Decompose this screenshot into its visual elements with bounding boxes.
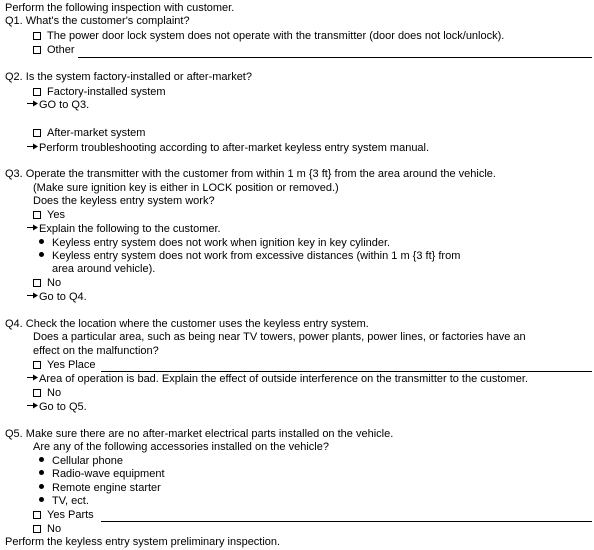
checkbox[interactable] <box>33 32 41 40</box>
q5-option-yes[interactable] <box>33 509 94 522</box>
q3-text-line1: Operate the transmitter with the customer from within 1 m {3 ft} from the area around the vehicle. <box>25 168 496 180</box>
q3-text-line3: Does the keyless entry system work? <box>33 195 215 207</box>
q2-option-factory-label: Factory-installed system <box>47 86 166 98</box>
q5-bullet-4 <box>38 495 89 508</box>
checkbox[interactable] <box>33 211 41 219</box>
checkbox[interactable] <box>33 361 41 369</box>
q2-question <box>5 71 252 84</box>
intro-text: Perform the following inspection with customer. <box>5 2 235 14</box>
q4-number: Q4. <box>5 318 23 330</box>
q4-text-line3: effect on the malfunction? <box>33 345 159 357</box>
q5-option-no-label: No <box>47 523 62 535</box>
q5-question <box>5 428 393 441</box>
q4-option-yes-label: Yes Place <box>47 359 96 371</box>
checkbox[interactable] <box>33 129 41 137</box>
q5-bullet-2 <box>38 468 165 481</box>
checkbox[interactable] <box>33 46 41 54</box>
arrow-right-icon <box>27 374 38 381</box>
q3-question <box>5 168 496 181</box>
q3-option-no-label: No <box>47 277 62 289</box>
checkbox[interactable] <box>33 525 41 533</box>
q3-bullet-1 <box>38 237 390 250</box>
q5-parts-fill-line[interactable] <box>101 521 592 522</box>
q5-bullet-1-text: Cellular phone <box>52 455 123 467</box>
q3-bullet-2-text: Keyless entry system does not work from excessive distances (within 1 m {3 ft} from <box>52 250 461 262</box>
q3-bullet-1-text: Keyless entry system does not work when ignition key in key cylinder. <box>52 237 391 249</box>
checkbox[interactable] <box>33 279 41 287</box>
q5-bullet-1 <box>38 455 123 468</box>
q4-yes-action <box>27 373 528 386</box>
q1-question <box>5 15 190 28</box>
q4-option-no[interactable] <box>33 387 61 400</box>
q5-text-line1: Make sure there are no after-market electrical parts installed on the vehicle. <box>25 428 394 440</box>
q3-text-line2: (Make sure ignition key is either in LOCK position or removed.) <box>33 182 339 194</box>
q5-bullet-2-text: Radio-wave equipment <box>52 468 165 480</box>
q2-factory-action-text: GO to Q3. <box>39 99 90 111</box>
arrow-right-icon <box>27 402 38 409</box>
q5-bullet-4-text: TV, ect. <box>52 495 89 507</box>
q2-option-factory[interactable] <box>33 86 166 99</box>
q5-option-yes-label: Yes Parts <box>47 509 94 521</box>
q3-bullet-2-continued: area around vehicle). <box>52 263 156 275</box>
bullet-icon <box>39 497 44 502</box>
q2-option-aftermarket-label: After-market system <box>47 127 146 139</box>
q4-text-line2: Does a particular area, such as being near TV towers, power plants, power lines, or factories have an <box>33 331 526 343</box>
q5-bullet-3-text: Remote engine starter <box>52 482 161 494</box>
bullet-icon <box>39 457 44 462</box>
q5-bullet-3 <box>38 482 161 495</box>
q1-other-fill-line[interactable] <box>78 57 592 58</box>
q4-text-line1: Check the location where the customer uses the keyless entry system. <box>25 318 369 330</box>
q2-option-aftermarket[interactable] <box>33 127 145 140</box>
q3-yes-action-text: Explain the following to the customer. <box>39 223 221 235</box>
q3-option-no[interactable] <box>33 277 61 290</box>
q4-place-fill-line[interactable] <box>101 371 592 372</box>
q2-factory-action <box>27 99 89 112</box>
bullet-icon <box>39 484 44 489</box>
q3-number: Q3. <box>5 168 23 180</box>
q4-no-action <box>27 401 87 414</box>
q4-question <box>5 318 369 331</box>
q4-option-yes[interactable] <box>33 359 96 372</box>
q3-option-yes-label: Yes <box>47 209 65 221</box>
q3-no-action <box>27 291 87 304</box>
q1-text: What's the customer's complaint? <box>25 15 190 27</box>
q3-yes-action <box>27 223 221 236</box>
checkbox[interactable] <box>33 88 41 96</box>
q2-number: Q2. <box>5 71 23 83</box>
q4-no-action-text: Go to Q5. <box>39 401 87 413</box>
q1-option-power-door[interactable] <box>33 30 504 43</box>
q3-option-yes[interactable] <box>33 209 65 222</box>
q2-aftermarket-action <box>27 142 429 155</box>
bullet-icon <box>39 470 44 475</box>
q4-yes-action-text: Area of operation is bad. Explain the effect of outside interference on the transmitter to the customer. <box>39 373 528 385</box>
q5-text-line2: Are any of the following accessories installed on the vehicle? <box>33 441 329 453</box>
arrow-right-icon <box>27 224 38 231</box>
q2-text: Is the system factory-installed or after-market? <box>25 71 252 83</box>
q1-number: Q1. <box>5 15 23 27</box>
q4-option-no-label: No <box>47 387 62 399</box>
bullet-icon <box>39 252 44 257</box>
arrow-right-icon <box>27 100 38 107</box>
outro-text: Perform the keyless entry system preliminary inspection. <box>5 536 281 548</box>
q1-option-power-door-label: The power door lock system does not operate with the transmitter (door does not lock/unlock). <box>47 30 505 42</box>
q1-option-other-label: Other <box>47 44 75 56</box>
q3-bullet-2 <box>38 250 460 263</box>
arrow-right-icon <box>27 292 38 299</box>
arrow-right-icon <box>27 143 38 150</box>
checkbox[interactable] <box>33 389 41 397</box>
q1-option-other[interactable] <box>33 44 75 57</box>
q2-aftermarket-action-text: Perform troubleshooting according to after-market keyless entry system manual. <box>39 142 430 154</box>
bullet-icon <box>39 239 44 244</box>
q5-option-no[interactable] <box>33 523 61 536</box>
checkbox[interactable] <box>33 511 41 519</box>
q3-no-action-text: Go to Q4. <box>39 291 87 303</box>
q5-number: Q5. <box>5 428 23 440</box>
